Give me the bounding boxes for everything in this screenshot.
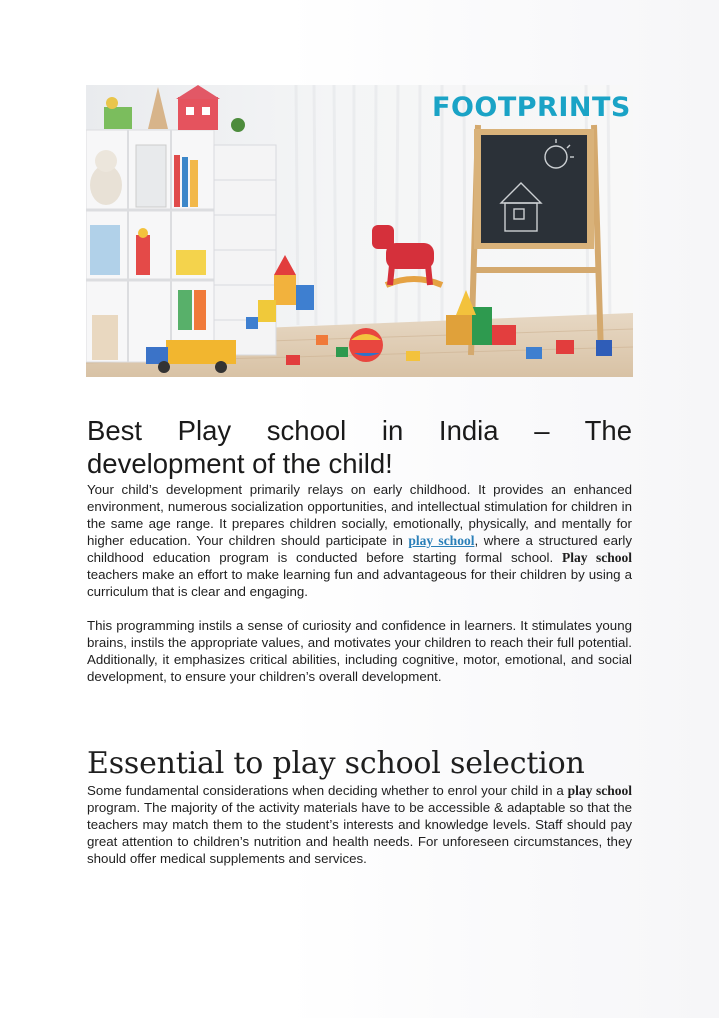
- intro-text-1: Your child’s development primarily relays on early childhood. It provides an enhanced environment, numerous socialization opportunities, and intellectual stimulation for children in the same age range. It prepares children socially, emotionally, physically, and mentally for higher education. Your children should participate in: [87, 482, 632, 548]
- section-heading: Essential to play school selection: [87, 746, 585, 781]
- selection-paragraph: [87, 782, 632, 867]
- programming-paragraph: This programming instils a sense of curiosity and confidence in learners. It stimulates young brains, instils the appropriate values, and motivates your children to reach their full potential. Additionally, it emphasizes critical abilities, including cognitive, motor, emotional, and social development, to ensure your children’s overall development.: [87, 618, 632, 684]
- intro-paragraph: [87, 481, 632, 600]
- article-title-line-1: Best Play school in India – The: [87, 415, 632, 446]
- intro-text-2: , where a structured early childhood education program is conducted before starting formal school.: [87, 533, 632, 565]
- selection-text-1: Some fundamental considerations when deciding whether to enrol your child in a: [87, 783, 568, 798]
- intro-text-3: teachers make an effort to make learning fun and advantageous for their children by using a curriculum that is clear and engaging.: [87, 567, 632, 599]
- article: [87, 414, 632, 867]
- play-school-keyword-2: play school: [567, 783, 633, 798]
- play-school-keyword: Play school: [561, 550, 632, 565]
- hero-image: [86, 85, 633, 377]
- footprints-logo: FOOTPRINTS: [432, 92, 631, 123]
- article-title-line-2: development of the child!: [87, 448, 393, 479]
- play-school-link[interactable]: play school: [408, 533, 475, 548]
- article-title: [87, 414, 632, 480]
- selection-text-2: program. The majority of the activity materials have to be accessible & adaptable so that the teachers may match them to the student’s interests and knowledge levels. Staff should pay great attention to children’s nutrition and health needs. For unforeseen circumstances, they should offer medical supplements and services.: [87, 800, 632, 866]
